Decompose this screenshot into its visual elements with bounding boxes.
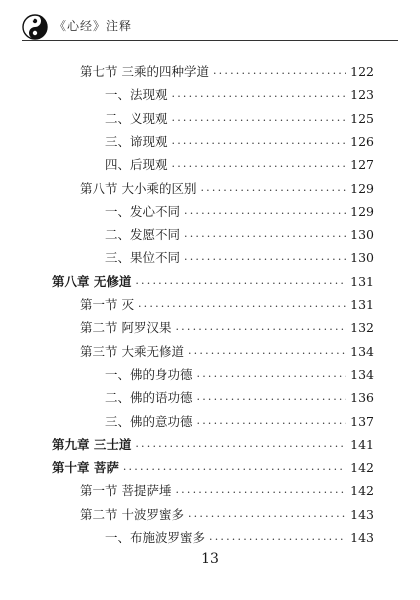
toc-section-row: [80, 177, 374, 197]
toc-chapter-row: [52, 456, 374, 476]
toc-dot-leader: [175, 319, 346, 336]
toc-dot-leader: [188, 506, 346, 523]
toc-section-row: [80, 503, 374, 523]
toc-entry-page: 130: [350, 227, 374, 243]
page-number: 13: [201, 551, 219, 567]
toc-entry-page: 142: [350, 483, 374, 499]
toc-entry-page: 125: [350, 110, 374, 126]
toc-entry-page: 129: [350, 203, 374, 219]
toc-entry-label: 一、法现观: [105, 87, 168, 103]
toc-entry-page: 143: [350, 506, 374, 522]
toc-entry-page: 131: [350, 297, 374, 312]
header-divider: [22, 40, 398, 41]
toc-entry-label: 一、发心不同: [105, 203, 181, 219]
page-header: [22, 12, 398, 42]
toc-entry-label: 第二节 十波罗蜜多: [80, 506, 184, 522]
toc-entry-label: 四、后现观: [105, 157, 168, 173]
toc-entry-page: 134: [350, 343, 374, 359]
toc-dot-leader: [175, 482, 346, 499]
toc-dot-leader: [209, 529, 346, 546]
toc-entry-page: 127: [350, 157, 374, 173]
toc-entry-page: 123: [350, 87, 374, 103]
toc-dot-leader: [197, 413, 347, 430]
toc-entry-page: 136: [350, 390, 374, 406]
toc-subsection-row: [105, 130, 374, 150]
toc-dot-leader: [172, 110, 347, 127]
toc-dot-leader: [135, 273, 346, 290]
toc-entry-label: 第八章 无修道: [52, 273, 132, 289]
toc-dot-leader: [123, 459, 346, 476]
toc-subsection-row: [105, 153, 374, 173]
toc-section-row: [80, 479, 374, 499]
header-title: 《心经》注释: [54, 19, 133, 33]
toc-section-row: [80, 293, 374, 313]
toc-entry-page: 137: [350, 413, 374, 429]
toc-dot-leader: [200, 180, 346, 197]
toc-entry-label: 第三节 大乘无修道: [80, 343, 184, 359]
toc-entry-page: 130: [350, 250, 374, 266]
toc-entry-page: 142: [350, 460, 374, 476]
toc-entry-label: 一、佛的身功德: [105, 366, 193, 382]
toc-entry-page: 129: [350, 180, 374, 196]
toc-entry-label: 三、谛现观: [105, 133, 168, 149]
toc-subsection-row: [105, 223, 374, 243]
toc-entry-label: 二、发愿不同: [105, 227, 181, 243]
toc-entry-page: 131: [350, 273, 374, 289]
toc-dot-leader: [172, 156, 347, 173]
toc-entry-label: 二、佛的语功德: [105, 390, 193, 406]
toc-entry-label: 三、佛的意功德: [105, 413, 193, 429]
toc-dot-leader: [184, 226, 346, 243]
toc-entry-label: 第八节 大小乘的区别: [80, 180, 197, 196]
toc-entry-label: 第一节 灭: [80, 297, 134, 312]
toc-dot-leader: [197, 389, 347, 406]
toc-dot-leader: [172, 133, 347, 150]
yin-yang-logo-icon: [22, 14, 48, 40]
toc-entry-page: 122: [350, 64, 374, 79]
toc-subsection-row: [105, 410, 374, 430]
toc-dot-leader: [213, 63, 346, 80]
toc-entry-label: 三、果位不同: [105, 250, 181, 266]
toc-entry-page: 134: [350, 366, 374, 382]
toc-dot-leader: [172, 86, 347, 103]
toc-entry-label: 第七节 三乘的四种学道: [80, 64, 209, 79]
toc-dot-leader: [197, 366, 347, 383]
toc-subsection-row: [105, 363, 374, 383]
toc-subsection-row: [105, 246, 374, 266]
toc-entry-page: 141: [350, 436, 374, 452]
toc-section-row: [80, 340, 374, 360]
toc-section-row: [80, 60, 374, 80]
toc-chapter-row: [52, 433, 374, 453]
toc-dot-leader: [188, 343, 346, 360]
toc-dot-leader: [135, 436, 346, 453]
toc-entry-label: 二、义现观: [105, 110, 168, 126]
toc-entry-page: 143: [350, 530, 374, 545]
toc-entry-label: 第十章 菩萨: [52, 460, 119, 476]
toc-dot-leader: [184, 249, 346, 266]
toc-entry-page: 126: [350, 133, 374, 149]
toc-entry-page: 132: [350, 320, 374, 336]
toc-dot-leader: [138, 296, 346, 313]
toc-subsection-row: [105, 386, 374, 406]
toc-entry-label: 第二节 阿罗汉果: [80, 320, 172, 336]
toc-subsection-row: [105, 526, 374, 546]
toc-dot-leader: [184, 203, 346, 220]
toc-subsection-row: [105, 107, 374, 127]
toc-subsection-row: [105, 83, 374, 103]
toc-chapter-row: [52, 270, 374, 290]
toc-entry-label: 第一节 菩提萨埵: [80, 483, 172, 499]
toc-entry-label: 一、布施波罗蜜多: [105, 530, 206, 545]
toc-subsection-row: [105, 200, 374, 220]
toc-section-row: [80, 316, 374, 336]
toc-entry-label: 第九章 三士道: [52, 436, 132, 452]
